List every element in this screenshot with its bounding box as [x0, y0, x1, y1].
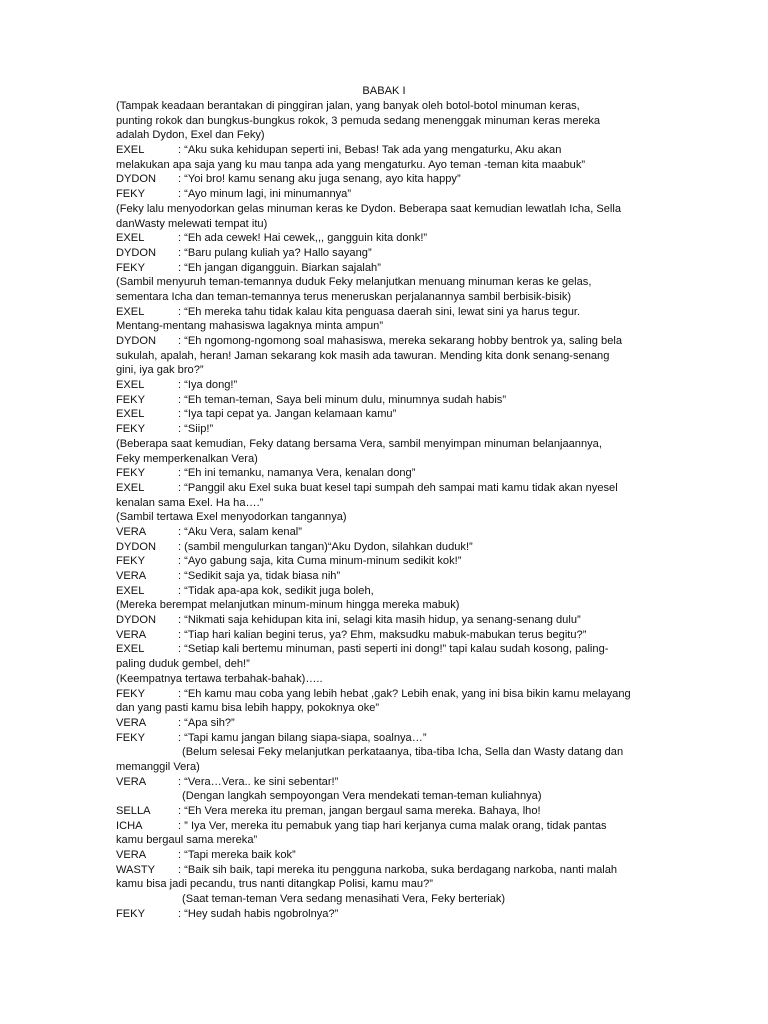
- paragraph-text: gini, iya gak bro?”: [116, 364, 204, 377]
- speaker-name: FEKY: [116, 907, 145, 920]
- dialogue-line: [116, 246, 662, 261]
- dialogue-text: : “Baru pulang kuliah ya? Hallo sayang”: [178, 246, 372, 259]
- speaker-name: EXEL: [116, 408, 145, 421]
- dialogue-text: : “Tiap hari kalian begini terus, ya? Ehm, maksudku mabuk-mabukan terus begitu?”: [178, 628, 587, 641]
- text-line: [116, 275, 662, 290]
- paragraph-text: melakukan apa saja yang ku mau tanpa ada yang mengaturku. Ayo teman -teman kita maabuk”: [116, 158, 586, 171]
- dialogue-text: : “Aku suka kehidupan seperti ini, Bebas! Tak ada yang mengaturku, Aku akan: [178, 144, 562, 157]
- dialogue-line: [116, 613, 662, 628]
- speaker-name: FEKY: [116, 555, 145, 568]
- dialogue-text: : “Vera…Vera.. ke sini sebentar!”: [178, 775, 339, 788]
- speaker-name: EXEL: [116, 379, 145, 392]
- speaker-name: EXEL: [116, 481, 145, 494]
- text-line: [116, 437, 662, 452]
- text-line: [116, 363, 662, 378]
- paragraph-text: adalah Dydon, Exel dan Feky): [116, 129, 265, 142]
- speaker-name: FEKY: [116, 467, 145, 480]
- paragraph-text: memanggil Vera): [116, 760, 200, 773]
- text-line: [116, 745, 662, 760]
- text-line: [116, 290, 662, 305]
- dialogue-text: : “Baik sih baik, tapi mereka itu pengguna narkoba, suka berdagang narkoba, nanti malah: [178, 863, 618, 876]
- dialogue-text: : (sambil mengulurkan tangan)“Aku Dydon, silahkan duduk!”: [178, 540, 473, 553]
- dialogue-line: [116, 687, 662, 702]
- stage-direction: (Saat teman-teman Vera sedang menasihati Vera, Feky berteriak): [182, 893, 506, 906]
- paragraph-text: (Feky lalu menyodorkan gelas minuman keras ke Dydon. Beberapa saat kemudian lewatlah Icha, Sella: [116, 202, 622, 215]
- speaker-name: FEKY: [116, 188, 145, 201]
- speaker-name: FEKY: [116, 423, 145, 436]
- paragraph-text: paling duduk gembel, deh!”: [116, 658, 250, 671]
- speaker-name: EXEL: [116, 144, 145, 157]
- paragraph-text: Mentang-mentang mahasiswa lagaknya minta ampun”: [116, 320, 384, 333]
- dialogue-line: [116, 378, 662, 393]
- speaker-name: DYDON: [116, 335, 157, 347]
- speaker-name: EXEL: [116, 305, 145, 318]
- speaker-name: FEKY: [116, 393, 145, 406]
- text-line: [116, 598, 662, 613]
- paragraph-text: sementara Icha dan teman-temannya terus meneruskan perjalanannya sambil berbisik-bisik): [116, 290, 572, 303]
- speaker-name: EXEL: [116, 643, 145, 656]
- paragraph-text: punting rokok dan bungkus-bungkus rokok, 3 pemuda sedang menenggak minuman keras mereka: [116, 114, 601, 127]
- dialogue-text: : “Iya tapi cepat ya. Jangan kelamaan kamu”: [178, 408, 397, 421]
- text-line: [116, 892, 662, 907]
- dialogue-line: [116, 642, 662, 657]
- dialogue-text: : “Eh jangan digangguin. Biarkan sajalah”: [178, 261, 381, 274]
- paragraph-text: kenalan sama Exel. Ha ha….”: [116, 496, 264, 509]
- dialogue-line: [116, 525, 662, 540]
- paragraph-text: sukulah, apalah, heran! Jaman sekarang kok masih ada tawuran. Mending kita donk senang-senang: [116, 349, 610, 362]
- dialogue-text: : “Eh ngomong-ngomong soal mahasiswa, mereka sekarang hobby bentrok ya, saling bela: [178, 335, 623, 347]
- speaker-name: SELLA: [116, 805, 151, 817]
- paragraph-text: (Keempatnya tertawa terbahak-bahak)…..: [116, 672, 323, 685]
- text-line: [116, 657, 662, 672]
- speaker-name: WASTY: [116, 863, 156, 876]
- dialogue-text: : “Eh ini temanku, namanya Vera, kenalan dong”: [178, 467, 416, 480]
- speaker-name: EXEL: [116, 584, 145, 597]
- dialogue-text: : “Eh kamu mau coba yang lebih hebat ,gak? Lebih enak, yang ini bisa bikin kamu melayang: [178, 687, 631, 700]
- dialogue-line: [116, 143, 662, 158]
- text-line: [116, 158, 662, 173]
- dialogue-line: [116, 187, 662, 202]
- speaker-name: VERA: [116, 775, 147, 788]
- dialogue-line: [116, 569, 662, 584]
- dialogue-text: : “Apa sih?”: [178, 716, 235, 729]
- dialogue-line: [116, 848, 662, 863]
- speaker-name: VERA: [116, 628, 147, 641]
- text-line: [116, 99, 662, 114]
- dialogue-text: : “Ayo gabung saja, kita Cuma minum-minum sedikit kok!”: [178, 555, 462, 568]
- page-title: BABAK I: [362, 85, 406, 97]
- dialogue-text: : “Setiap kali bertemu minuman, pasti seperti ini dong!” tapi kalau sudah kosong, paling-: [178, 643, 609, 656]
- text-line: [116, 760, 662, 775]
- dialogue-line: [116, 305, 662, 320]
- dialogue-line: [116, 540, 662, 555]
- text-line: [116, 496, 662, 511]
- speaker-name: DYDON: [116, 540, 157, 553]
- dialogue-line: [116, 863, 662, 878]
- paragraph-text: kamu bisa jadi pecandu, trus nanti ditangkap Polisi, kamu mau?”: [116, 878, 433, 891]
- speaker-name: ICHA: [116, 819, 143, 832]
- speaker-name: FEKY: [116, 687, 145, 700]
- dialogue-line: [116, 466, 662, 481]
- text-line: [116, 114, 662, 129]
- dialogue-line: [116, 819, 662, 834]
- dialogue-text: : “Eh Vera mereka itu preman, jangan bergaul sama mereka. Bahaya, lho!: [178, 805, 541, 817]
- dialogue-line: [116, 716, 662, 731]
- dialogue-line: [116, 554, 662, 569]
- speaker-name: EXEL: [116, 232, 145, 245]
- script-body: [116, 99, 662, 922]
- dialogue-text: : “Tapi kamu jangan bilang siapa-siapa, soalnya…”: [178, 731, 427, 744]
- stage-direction: (Belum selesai Feky melanjutkan perkataanya, tiba-tiba Icha, Sella dan Wasty datang dan: [182, 746, 624, 759]
- speaker-name: DYDON: [116, 173, 157, 186]
- text-line: [116, 349, 662, 364]
- paragraph-text: Feky memperkenalkan Vera): [116, 452, 258, 465]
- dialogue-text: : “Siip!”: [178, 423, 214, 436]
- dialogue-line: [116, 731, 662, 746]
- paragraph-text: kamu bergaul sama mereka”: [116, 834, 258, 847]
- dialogue-text: : “Aku Vera, salam kenal”: [178, 525, 302, 538]
- speaker-name: VERA: [116, 525, 147, 538]
- dialogue-line: [116, 393, 662, 408]
- text-line: [116, 510, 662, 525]
- dialogue-text: : “Tidak apa-apa kok, sedikit juga boleh,: [178, 584, 374, 597]
- dialogue-line: [116, 481, 662, 496]
- speaker-name: FEKY: [116, 261, 145, 274]
- text-line: [116, 672, 662, 687]
- speaker-name: DYDON: [116, 246, 157, 259]
- dialogue-text: : “Nikmati saja kehidupan kita ini, selagi kita masih hidup, ya senang-senang dulu”: [178, 614, 581, 627]
- dialogue-text: : “Tapi mereka baik kok”: [178, 849, 296, 862]
- paragraph-text: (Sambil tertawa Exel menyodorkan tangannya): [116, 511, 347, 524]
- speaker-name: VERA: [116, 716, 147, 729]
- dialogue-line: [116, 804, 662, 819]
- paragraph-text: (Tampak keadaan berantakan di pinggiran jalan, yang banyak oleh botol-botol minuman keras,: [116, 100, 580, 112]
- paragraph-text: dan yang pasti kamu bisa lebih happy, pokoknya oke”: [116, 702, 380, 715]
- dialogue-line: [116, 261, 662, 276]
- dialogue-text: : “Yoi bro! kamu senang aku juga senang, ayo kita happy”: [178, 173, 461, 186]
- dialogue-text: : “Panggil aku Exel suka buat kesel tapi sumpah deh sampai mati kamu tidak akan nyesel: [178, 481, 618, 494]
- text-line: [116, 452, 662, 467]
- dialogue-line: [116, 628, 662, 643]
- dialogue-line: [116, 334, 662, 349]
- dialogue-text: : “Eh teman-teman, Saya beli minum dulu, minumnya sudah habis”: [178, 393, 507, 406]
- text-line: [116, 877, 662, 892]
- text-line: [116, 202, 662, 217]
- text-line: [116, 789, 662, 804]
- paragraph-text: danWasty melewati tempat itu): [116, 217, 268, 230]
- paragraph-text: (Sambil menyuruh teman-temannya duduk Feky melanjutkan menuang minuman keras ke gelas,: [116, 276, 592, 289]
- dialogue-text: : “Eh mereka tahu tidak kalau kita penguasa daerah sini, lewat sini ya harus tegur.: [178, 305, 581, 318]
- speaker-name: DYDON: [116, 614, 157, 627]
- paragraph-text: (Mereka berempat melanjutkan minum-minum hingga mereka mabuk): [116, 599, 460, 612]
- dialogue-line: [116, 172, 662, 187]
- dialogue-text: : ” Iya Ver, mereka itu pemabuk yang tiap hari kerjanya cuma malak orang, tidak pantas: [178, 819, 607, 832]
- paragraph-text: (Beberapa saat kemudian, Feky datang bersama Vera, sambil menyimpan minuman belanjaannya,: [116, 437, 602, 450]
- text-line: [116, 833, 662, 848]
- dialogue-line: [116, 775, 662, 790]
- dialogue-text: : “Sedikit saja ya, tidak biasa nih”: [178, 570, 341, 582]
- dialogue-text: : “Eh ada cewek! Hai cewek,,, gangguin kita donk!”: [178, 232, 428, 245]
- text-line: [116, 128, 662, 143]
- dialogue-line: [116, 907, 662, 922]
- dialogue-line: [116, 231, 662, 246]
- stage-direction: (Dengan langkah sempoyongan Vera mendekati teman-teman kuliahnya): [182, 790, 542, 803]
- dialogue-line: [116, 422, 662, 437]
- text-line: [116, 319, 662, 334]
- dialogue-line: [116, 584, 662, 599]
- speaker-name: VERA: [116, 849, 147, 862]
- text-line: [116, 701, 662, 716]
- dialogue-text: : “Iya dong!”: [178, 379, 238, 392]
- dialogue-text: : “Ayo minum lagi, ini minumannya”: [178, 188, 352, 201]
- text-line: [116, 217, 662, 232]
- dialogue-text: : “Hey sudah habis ngobrolnya?”: [178, 907, 339, 920]
- speaker-name: FEKY: [116, 731, 145, 744]
- dialogue-line: [116, 407, 662, 422]
- speaker-name: VERA: [116, 570, 147, 582]
